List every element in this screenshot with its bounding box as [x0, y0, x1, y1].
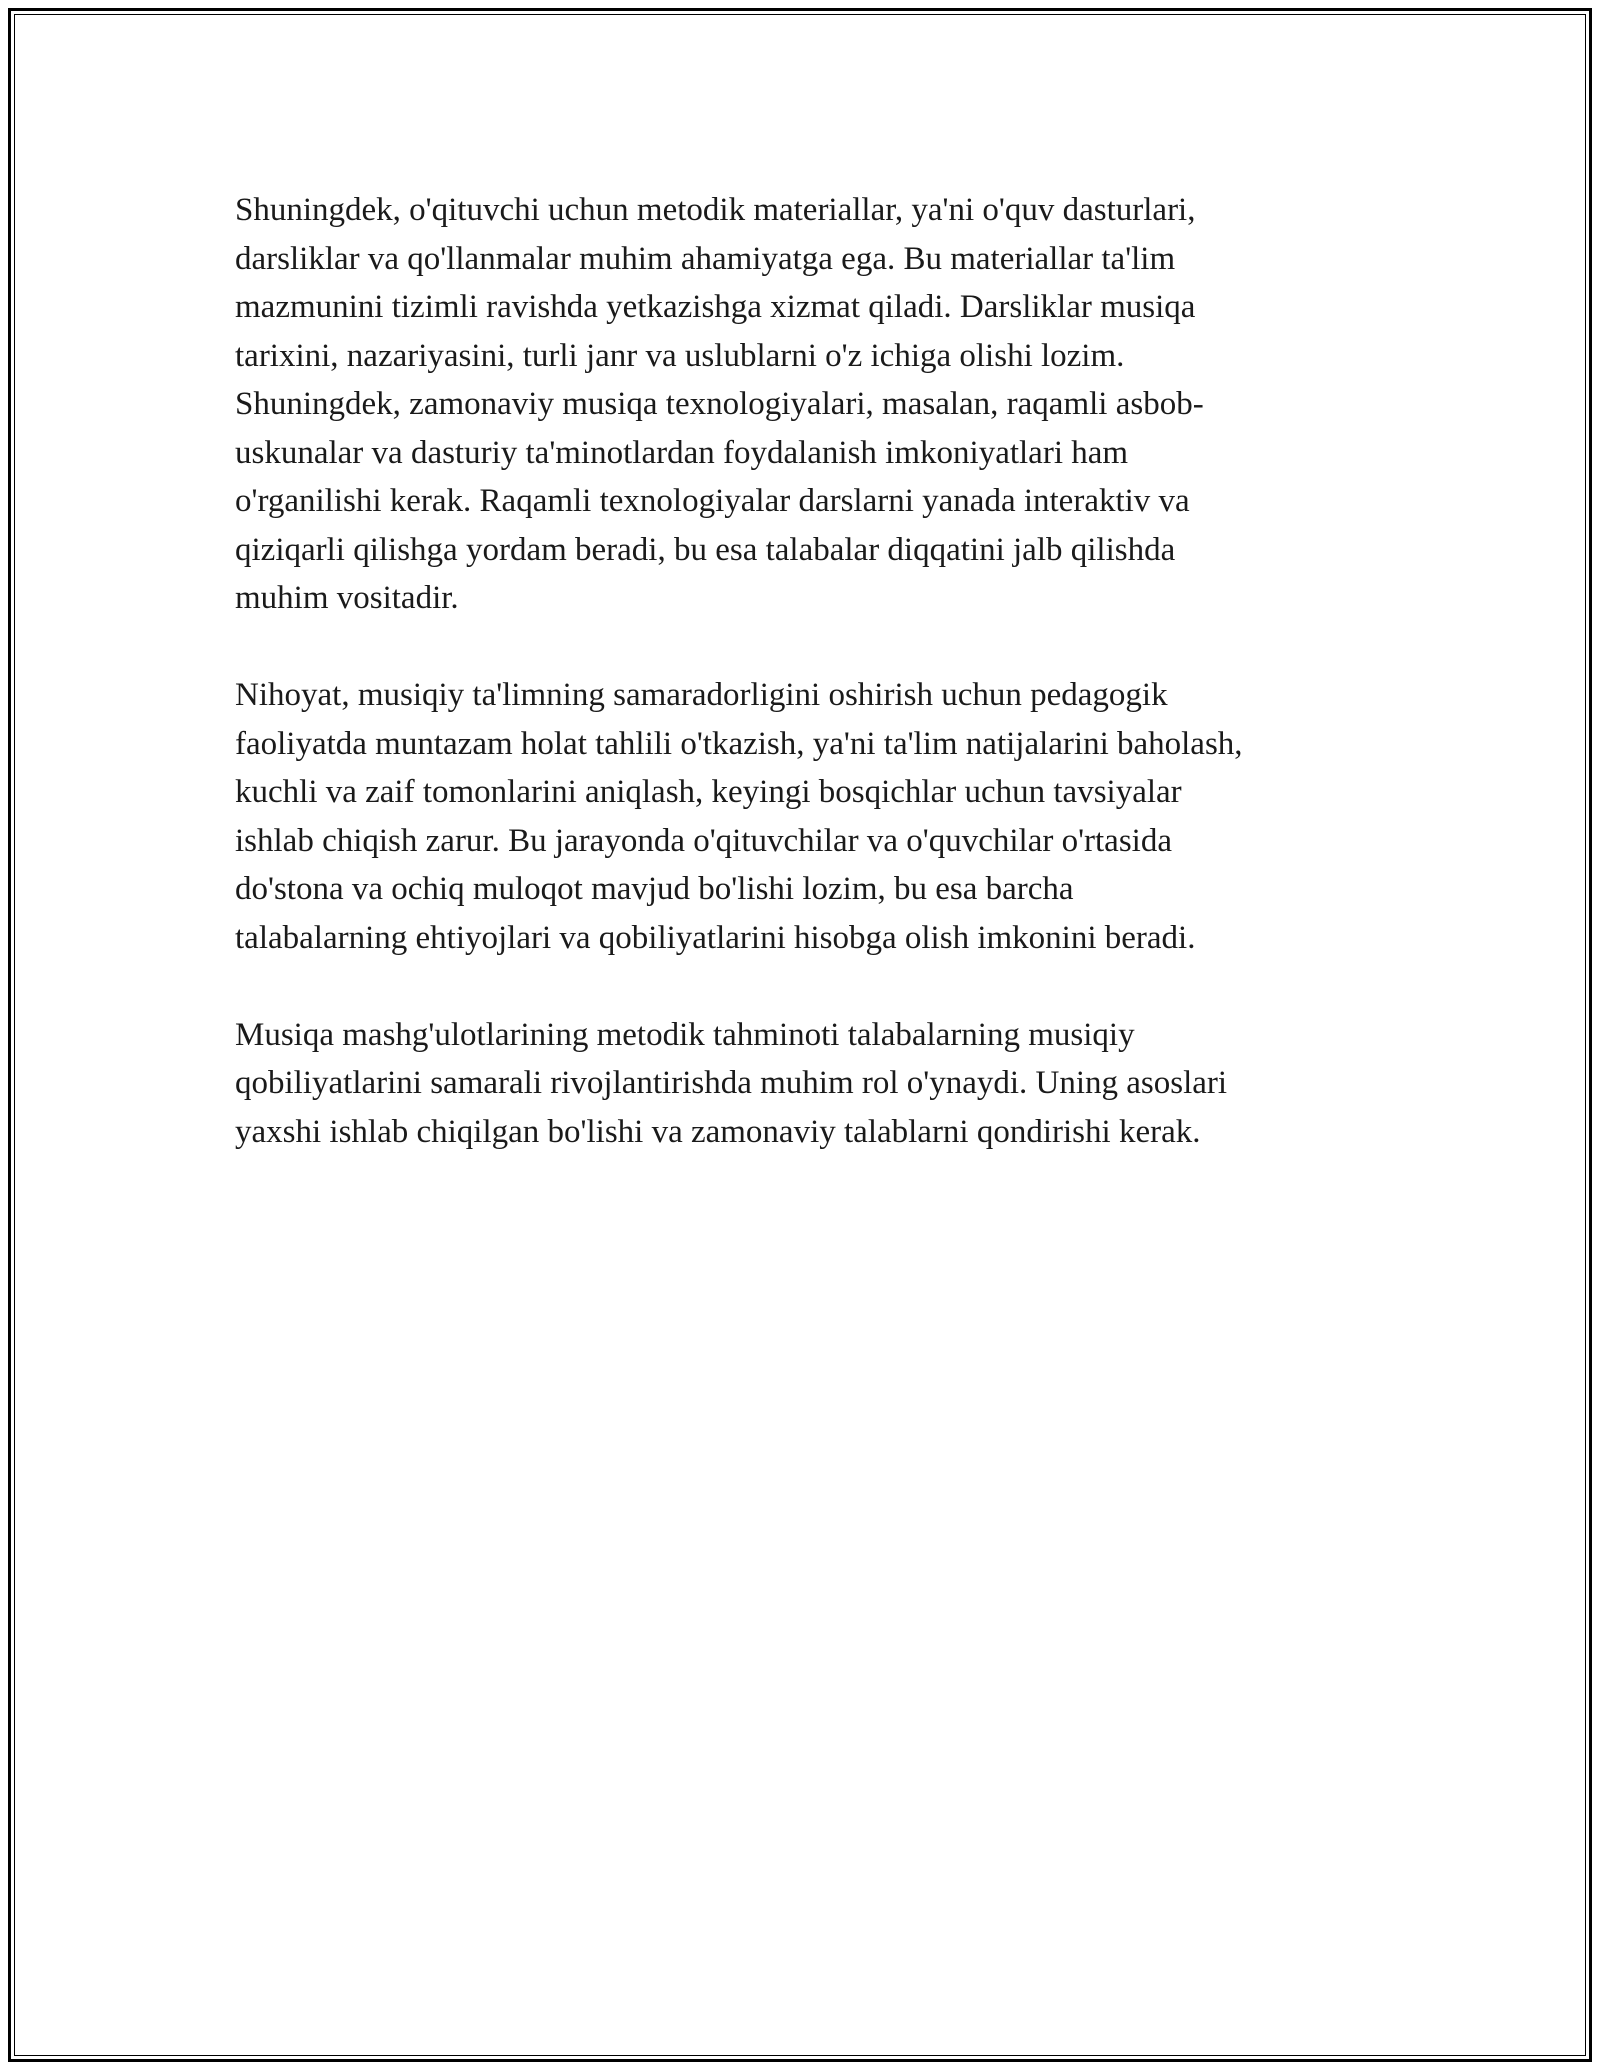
text-line: mazmunini tizimli ravishda yetkazishga xizmat qiladi. Darsliklar musiqa	[235, 289, 1196, 325]
text-line: yaxshi ishlab chiqilgan bo'lishi va zamonaviy talablarni qondirishi kerak.	[235, 1113, 1201, 1150]
text-line: talabalarning ehtiyojlari va qobiliyatlarini hisobga olish imkonini beradi.	[235, 919, 1196, 956]
text-line: qiziqarli qilishga yordam beradi, bu esa talabalar diqqatini jalb qilishda	[235, 531, 1176, 568]
document-body	[235, 186, 1385, 1205]
text-line: qobiliyatlarini samarali rivojlantirishda muhim rol o'ynaydi. Uning asoslari	[235, 1065, 1228, 1101]
text-line: ishlab chiqish zarur. Bu jarayonda o'qituvchilar va o'quvchilar o'rtasida	[235, 822, 1172, 859]
text-line: faoliyatda muntazam holat tahlili o'tkazish, ya'ni ta'lim natijalarini baholash,	[235, 725, 1243, 762]
paragraph-2	[235, 671, 1385, 962]
text-line: uskunalar va dasturiy ta'minotlardan foydalanish imkoniyatlari ham	[235, 434, 1129, 471]
paragraph-1	[235, 186, 1385, 623]
text-line: darsliklar va qo'llanmalar muhim ahamiyatga ega. Bu materiallar ta'lim	[235, 240, 1176, 277]
text-line: muhim vositadir.	[235, 580, 459, 616]
text-line: o'rganilishi kerak. Raqamli texnologiyalar darslarni yanada interaktiv va	[235, 483, 1190, 519]
paragraph-3	[235, 1011, 1385, 1157]
text-line: kuchli va zaif tomonlarini aniqlash, keyingi bosqichlar uchun tavsiyalar	[235, 774, 1182, 810]
text-line: Shuningdek, zamonaviy musiqa texnologiyalari, masalan, raqamli asbob-	[235, 386, 1204, 422]
text-line: Shuningdek, o'qituvchi uchun metodik materiallar, ya'ni o'quv dasturlari,	[235, 192, 1196, 228]
text-line: Musiqa mashg'ulotlarining metodik tahminoti talabalarning musiqiy	[235, 1016, 1135, 1053]
text-line: do'stona va ochiq muloqot mavjud bo'lishi lozim, bu esa barcha	[235, 871, 1074, 907]
text-line: tarixini, nazariyasini, turli janr va uslublarni o'z ichiga olishi lozim.	[235, 337, 1125, 374]
text-line: Nihoyat, musiqiy ta'limning samaradorligini oshirish uchun pedagogik	[235, 677, 1168, 713]
